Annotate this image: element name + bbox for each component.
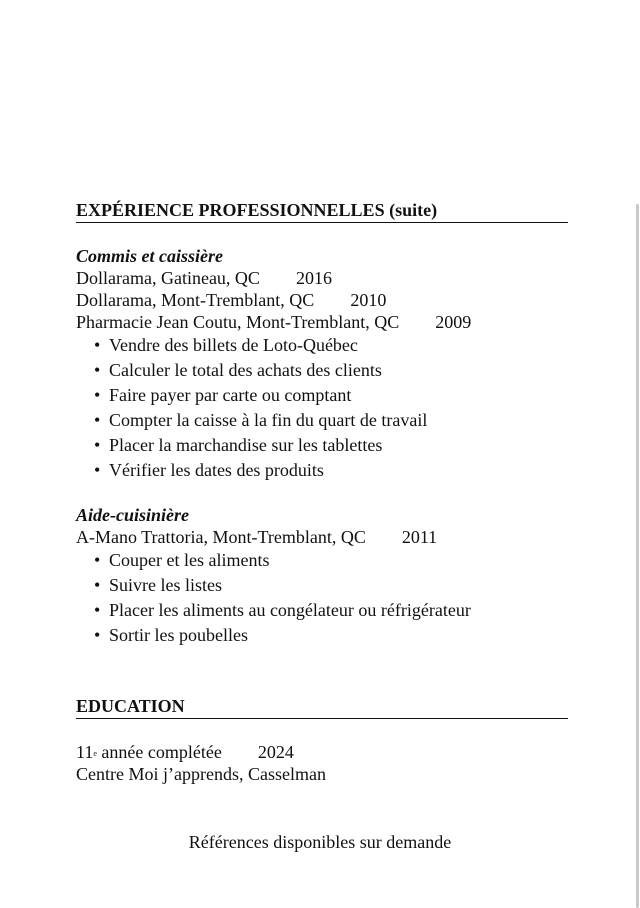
- employer-line: [76, 311, 568, 333]
- employment-year: 2009: [435, 312, 472, 332]
- task-item: • Couper et les aliments: [94, 548, 568, 573]
- employer-line: [76, 289, 568, 311]
- employer-line: [76, 267, 568, 289]
- employment-year: 2011: [401, 527, 438, 547]
- school-name: Centre Moi j’apprends, Casselman: [76, 764, 326, 784]
- task-item: • Compter la caisse à la fin du quart de travail: [94, 408, 568, 433]
- vertical-scrollbar[interactable]: [636, 204, 639, 908]
- grade-text: année complétée: [96, 742, 222, 762]
- education-section: [76, 694, 568, 785]
- employment-year: 2016: [295, 268, 332, 288]
- task-item: • Vérifier les dates des produits: [94, 458, 568, 483]
- employer-name: A-Mano Trattoria, Mont-Tremblant, QC: [76, 527, 366, 547]
- employer-line: [76, 526, 568, 548]
- experience-heading: EXPÉRIENCE PROFESSIONNELLES (suite): [76, 198, 568, 223]
- education-heading: EDUCATION: [76, 694, 568, 719]
- experience-section: [76, 198, 568, 648]
- task-list: [76, 548, 568, 648]
- education-body: [76, 741, 568, 785]
- education-grade-line: [76, 741, 568, 763]
- task-item: • Faire payer par carte ou comptant: [94, 383, 568, 408]
- employment-year: 2010: [350, 290, 387, 310]
- job-commis-caissiere: [76, 245, 568, 483]
- task-item: • Suivre les listes: [94, 573, 568, 598]
- job-aide-cuisiniere: [76, 504, 568, 648]
- task-list: [76, 333, 568, 483]
- task-item: • Sortir les poubelles: [94, 623, 568, 648]
- job-title: Aide-cuisinière: [76, 505, 189, 525]
- resume-content: [76, 198, 568, 785]
- job-title: Commis et caissière: [76, 246, 223, 266]
- education-year: 2024: [257, 742, 294, 762]
- task-item: • Vendre des billets de Loto-Québec: [94, 333, 568, 358]
- task-item: • Calculer le total des achats des clients: [94, 358, 568, 383]
- task-item: • Placer la marchandise sur les tablettes: [94, 433, 568, 458]
- employer-name: Dollarama, Gatineau, QC: [76, 268, 260, 288]
- grade-number: 11: [76, 742, 94, 762]
- employer-name: Pharmacie Jean Coutu, Mont-Tremblant, QC: [76, 312, 400, 332]
- employer-name: Dollarama, Mont-Tremblant, QC: [76, 290, 315, 310]
- references-note: Références disponibles sur demande: [188, 832, 452, 852]
- task-item: • Placer les aliments au congélateur ou réfrigérateur: [94, 598, 568, 623]
- grade-ordinal: e: [93, 749, 97, 758]
